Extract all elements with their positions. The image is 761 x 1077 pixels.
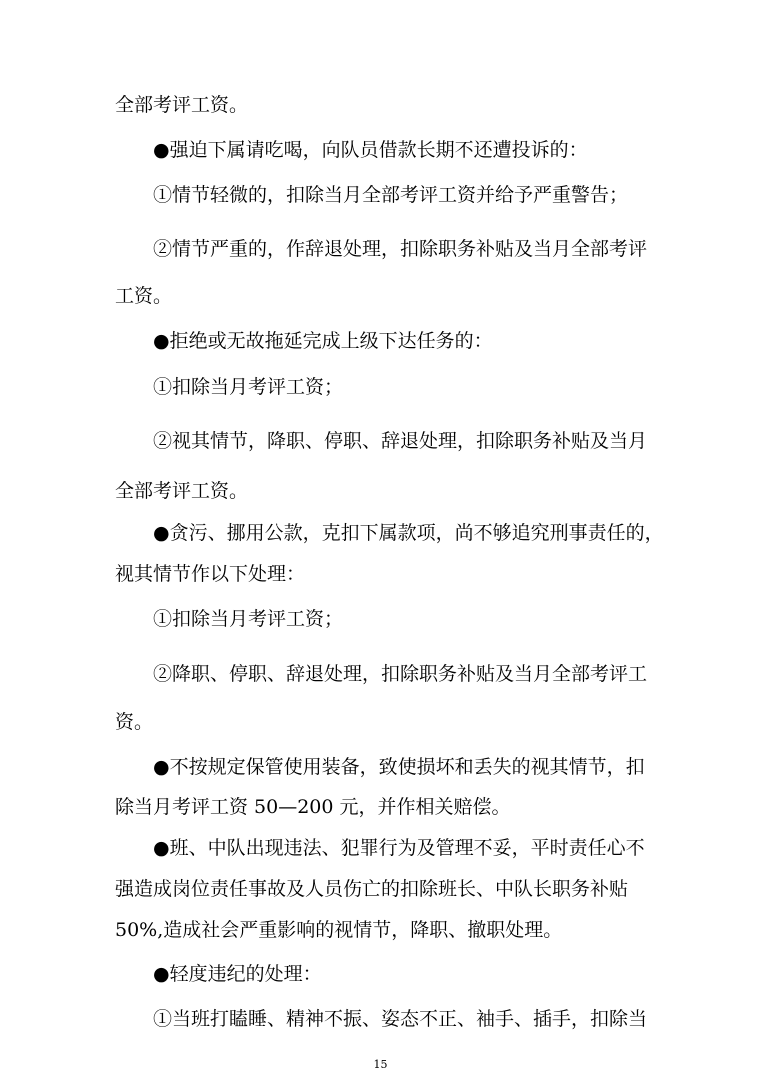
text-line-4: ②情节严重的，作辞退处理，扣除职务补贴及当月全部考评	[153, 238, 648, 260]
page-number: 15	[373, 1058, 388, 1071]
text-line-10: ●贪污、挪用公款，克扣下属款项，尚不够追究刑事责任的，	[153, 522, 664, 544]
text-line-14: 资。	[115, 711, 154, 733]
text-line-5: 工资。	[115, 285, 173, 307]
text-line-16: 除当月考评工资 50—200 元，并作相关赔偿。	[115, 796, 511, 818]
text-line-9: 全部考评工资。	[115, 480, 249, 502]
text-line-12: ①扣除当月考评工资；	[153, 608, 344, 630]
text-line-2: ●强迫下属请吃喝，向队员借款长期不还遭投诉的：	[153, 139, 588, 161]
text-line-11: 视其情节作以下处理：	[115, 563, 306, 585]
text-line-17: ●班、中队出现违法、犯罪行为及管理不妥，平时责任心不	[153, 837, 645, 859]
text-line-20: ●轻度违纪的处理：	[153, 963, 322, 985]
text-line-15: ●不按规定保管使用装备，致使损坏和丢失的视其情节，扣	[153, 756, 645, 778]
text-line-6: ●拒绝或无故拖延完成上级下达任务的：	[153, 330, 493, 352]
text-line-1: 全部考评工资。	[115, 94, 249, 116]
text-line-18: 强造成岗位责任事故及人员伤亡的扣除班长、中队长职务补贴	[115, 878, 629, 900]
text-line-13: ②降职、停职、辞退处理，扣除职务补贴及当月全部考评工	[153, 663, 648, 685]
text-line-8: ②视其情节，降职、停职、辞退处理，扣除职务补贴及当月	[153, 430, 648, 452]
text-line-7: ①扣除当月考评工资；	[153, 376, 344, 398]
text-line-3: ①情节轻微的，扣除当月全部考评工资并给予严重警告；	[153, 184, 629, 206]
text-line-21: ①当班打瞌睡、精神不振、姿态不正、袖手、插手，扣除当	[153, 1008, 648, 1030]
text-line-19: 50%,造成社会严重影响的视情节，降职、撤职处理。	[115, 919, 563, 941]
